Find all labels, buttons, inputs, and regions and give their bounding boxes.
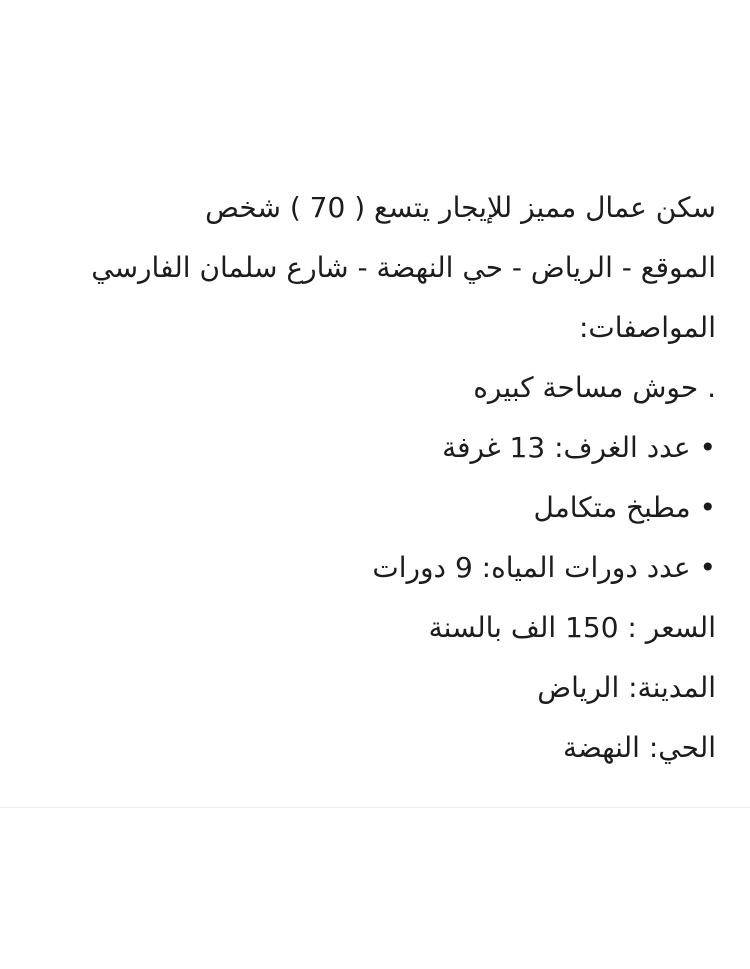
district-line: الحي: النهضة (562, 731, 716, 764)
spec-rooms: • عدد الغرف: 13 غرفة (442, 431, 716, 464)
specifications-heading: المواصفات: (578, 311, 716, 344)
spec-bathrooms: • عدد دورات المياه: 9 دورات (372, 551, 716, 584)
listing-title: سكن عمال مميز للإيجار يتسع ( 70 ) شخص (205, 191, 716, 224)
city-line: المدينة: الرياض (537, 671, 716, 704)
bottom-divider (0, 807, 750, 808)
price-line: السعر : 150 الف بالسنة (428, 611, 716, 644)
listing-post (26, 178, 716, 778)
spec-kitchen: • مطبخ متكامل (533, 491, 716, 524)
spec-yard: . حوش مساحة كبيره (473, 371, 716, 404)
location-line: الموقع - الرياض - حي النهضة - شارع سلمان الفارسي (91, 251, 716, 284)
